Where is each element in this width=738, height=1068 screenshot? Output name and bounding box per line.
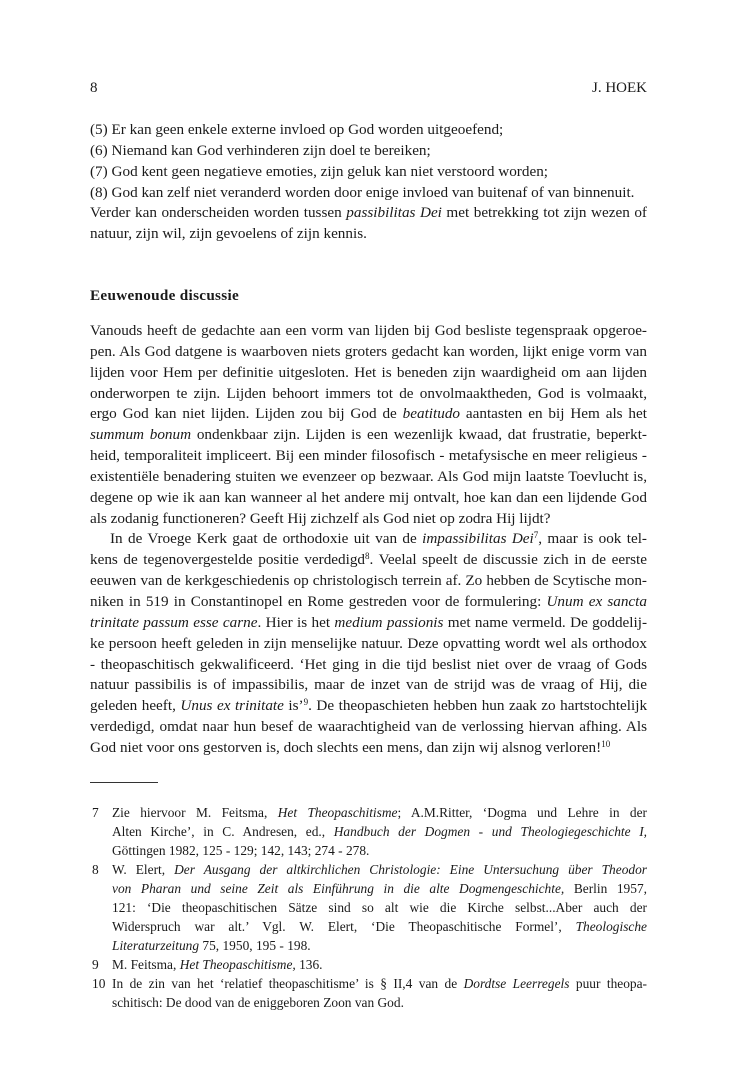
text-run: (7) God kent geen negatieve emoties, zijn geluk kan niet verstoord worden;	[90, 162, 549, 180]
text-run: ergo God kan niet lijden. Lijden zou bij God de	[90, 405, 403, 423]
text-run: Göttingen 1982, 125 - 129; 142, 143; 274 - 278.	[112, 843, 370, 858]
text-line	[112, 898, 647, 917]
text-line	[112, 841, 647, 860]
intro-list	[90, 120, 647, 245]
page-number: 8	[90, 80, 98, 96]
text-run: met name vermeld. De goddelij-	[443, 613, 648, 631]
text-run: puur theopa-	[569, 976, 647, 991]
text-line	[90, 529, 647, 550]
text-line	[90, 203, 647, 224]
text-run: In de zin van het ‘relatief theopaschitisme’ is § II,4 van de	[112, 976, 464, 991]
italic-text: medium passionis	[334, 613, 444, 631]
text-line	[90, 120, 647, 141]
text-line	[90, 342, 647, 363]
text-line	[90, 162, 647, 183]
footnote-reference: 9	[303, 697, 309, 708]
footnote-number: 10	[92, 976, 106, 991]
text-run: ondenkbaar zijn. Lijden is een wezenlijk kwaad, dat frustratie, beperkt-	[191, 426, 647, 444]
footnote-reference: 8	[365, 551, 370, 562]
text-run: Berlin 1957,	[564, 881, 647, 896]
body-text	[90, 321, 647, 759]
footnote-number: 8	[92, 862, 99, 877]
text-run: kens de tegenovergestelde positie verdedigd	[90, 551, 366, 569]
text-run: aantasten en bij Hem als het	[460, 405, 647, 423]
text-run: Zie hiervoor M. Feitsma,	[112, 805, 278, 820]
text-run: lijden voor Hem per definitie uitgesloten. Het is beneden zijn waardigheid om aan lijden	[90, 363, 647, 381]
footnote	[90, 974, 647, 1012]
text-run: schitisch: De dood van de eniggeboren Zoon van God.	[112, 995, 404, 1010]
footnote-reference: 7	[533, 530, 539, 541]
text-line	[90, 509, 647, 530]
text-line	[90, 384, 647, 405]
text-line	[90, 592, 647, 613]
italic-text: Unum ex sancta	[546, 592, 647, 610]
text-line	[112, 879, 647, 898]
text-line	[90, 425, 647, 446]
text-run: geleden heeft,	[90, 697, 181, 715]
text-run: verdedigd, omdat naar hun besef de waarachtigheid van de verlossing hiervan afhing. Als	[90, 718, 647, 736]
text-line	[112, 860, 647, 879]
footnote-divider	[90, 782, 158, 783]
text-line	[112, 803, 647, 822]
text-run: ke persoon heeft geleden in zijn menselijke natuur. Deze opvatting wordt wel als orthodox	[90, 634, 647, 652]
italic-text: Literaturzeitung	[112, 938, 200, 953]
italic-text: Het Theopaschitisme,	[179, 957, 296, 972]
text-run: onderworpen te zijn. Lijden behoort immers tot de onvolmaaktheden, God is volmaakt,	[90, 384, 647, 402]
text-run: existentiële benadering stuiten we evenzeer op bezwaar. Als God mijn laatste Toevlucht is,	[90, 467, 647, 485]
text-run: Widerspruch war alt.’ Vgl. W. Elert, ‘Die Theopaschitische Formel’,	[112, 919, 576, 934]
text-run: M. Feitsma,	[112, 957, 180, 972]
text-run: als zodanig functioneren? Geeft Hij zichzelf als God niet op zodra Hij lijdt?	[90, 509, 551, 527]
text-line	[90, 183, 647, 204]
text-line	[112, 993, 647, 1012]
italic-text: trinitate passum esse carne	[90, 613, 258, 631]
text-run: degene op wie ik aan kan wanneer al het andere mij ontvalt, hoe kan dan een lijdende God	[90, 488, 647, 506]
footnotes	[90, 803, 647, 1012]
italic-text: Theologische	[575, 919, 647, 934]
text-line	[112, 936, 647, 955]
text-line	[90, 404, 647, 425]
footnote-number: 9	[92, 957, 99, 972]
italic-text: summum bonum	[90, 426, 192, 444]
text-line	[112, 974, 647, 993]
text-line	[90, 446, 647, 467]
text-line	[90, 571, 647, 592]
italic-text: von Pharan und seine Zeit als Einführung in die alte Dogmengeschichte,	[112, 881, 565, 896]
text-line	[90, 141, 647, 162]
italic-text: beatitudo	[402, 405, 461, 423]
text-run: In de Vroege Kerk gaat de orthodoxie uit van de	[110, 530, 423, 548]
text-run: Vanouds heeft de gedachte aan een vorm van lijden bij God besliste tegenspraak opgeroe-	[90, 322, 647, 339]
text-run: natuur passibilis is of impassibilis, maar de inzet van de strijd was de vraag of Hij, die	[90, 676, 647, 694]
text-line	[112, 955, 647, 974]
footnote-reference: 10	[601, 738, 611, 749]
italic-text: Het Theopaschitisme	[277, 805, 398, 820]
footnote	[90, 860, 647, 955]
text-run: 75, 1950, 195 - 198.	[199, 938, 311, 953]
text-run: - theopaschitisch gekwalificeerd. ‘Het ging in die tijd beslist niet over de vraag of Gods	[90, 655, 647, 673]
italic-text: Dordtse Leerregels	[463, 976, 570, 991]
text-run: pen. Als God datgene is waarboven niets groters gedacht kan worden, lijkt enige vorm van	[90, 342, 647, 360]
text-line	[112, 822, 647, 841]
text-line	[90, 634, 647, 655]
footnote-number: 7	[92, 805, 99, 820]
text-run: eeuwen van de kerkgeschiedenis op christologisch terrein af. Zo hebben de Scytische mon-	[90, 572, 647, 590]
text-run: . De theopaschieten hebben hun zaak zo hartstochtelijk	[308, 697, 648, 715]
text-line	[90, 717, 647, 738]
text-run: niken in 519 in Constantinopel en Rome gestreden voor de formulering:	[90, 592, 547, 610]
running-header-author: J. HOEK	[592, 80, 647, 96]
italic-text: Unus ex trinitate	[180, 697, 284, 715]
text-line	[90, 738, 647, 759]
text-run: (5) Er kan geen enkele externe invloed op God worden uitgeoefend;	[90, 121, 504, 138]
text-run: God niet voor ons gestorven is, doch slechts een mens, dan zijn wij alsnog verloren!	[90, 738, 602, 756]
text-line	[90, 363, 647, 384]
text-run: (8) God kan zelf niet veranderd worden door enige invloed van buitenaf of van binnenuit.	[90, 183, 635, 201]
text-line	[90, 321, 647, 342]
text-run: heid, temporaliteit impliceert. Bij een minder filosofisch - metafysische en meer religieus -	[90, 447, 647, 465]
text-run: , maar is ook tel-	[538, 530, 647, 548]
text-run: is’	[283, 697, 304, 715]
text-run: 121: ‘Die theopaschitischen Sätze sind so alt wie die Kirche selbst...Aber auch der	[112, 900, 647, 915]
text-line	[90, 488, 647, 509]
text-line	[90, 655, 647, 676]
text-line	[90, 550, 647, 571]
text-line	[90, 613, 647, 634]
section-heading: Eeuwenoude discussie	[90, 287, 240, 304]
text-run: ; A.M.Ritter, ‘Dogma und Lehre in der	[397, 805, 647, 820]
text-run: Alten Kirche’, in C. Andresen, ed.,	[112, 824, 334, 839]
text-run: natuur, zijn wil, zijn gevoelens of zijn kennis.	[90, 225, 367, 243]
text-line	[90, 467, 647, 488]
text-run: . Hier is het	[257, 613, 335, 631]
text-run: . Veelal speelt de discussie zich in de eerste	[369, 551, 647, 569]
footnote	[90, 803, 647, 860]
text-line	[112, 917, 647, 936]
italic-text: impassibilitas Dei	[422, 530, 534, 548]
text-run: (6) Niemand kan God verhinderen zijn doel te bereiken;	[90, 141, 431, 159]
footnote	[90, 955, 647, 974]
italic-text: passibilitas Dei	[346, 204, 442, 222]
text-line	[90, 696, 647, 717]
italic-text: Der Ausgang der altkirchlichen Christologie: Eine Untersuchung über Theodor	[174, 862, 647, 877]
text-line	[90, 224, 647, 245]
italic-text: Handbuch der Dogmen - und Theologiegeschichte I,	[333, 824, 648, 839]
text-line	[90, 675, 647, 696]
text-run: met betrekking tot zijn wezen of	[441, 204, 647, 222]
text-run: 136.	[295, 957, 323, 972]
text-run: Verder kan onderscheiden worden tussen	[90, 204, 347, 222]
text-run: W. Elert,	[112, 862, 175, 877]
